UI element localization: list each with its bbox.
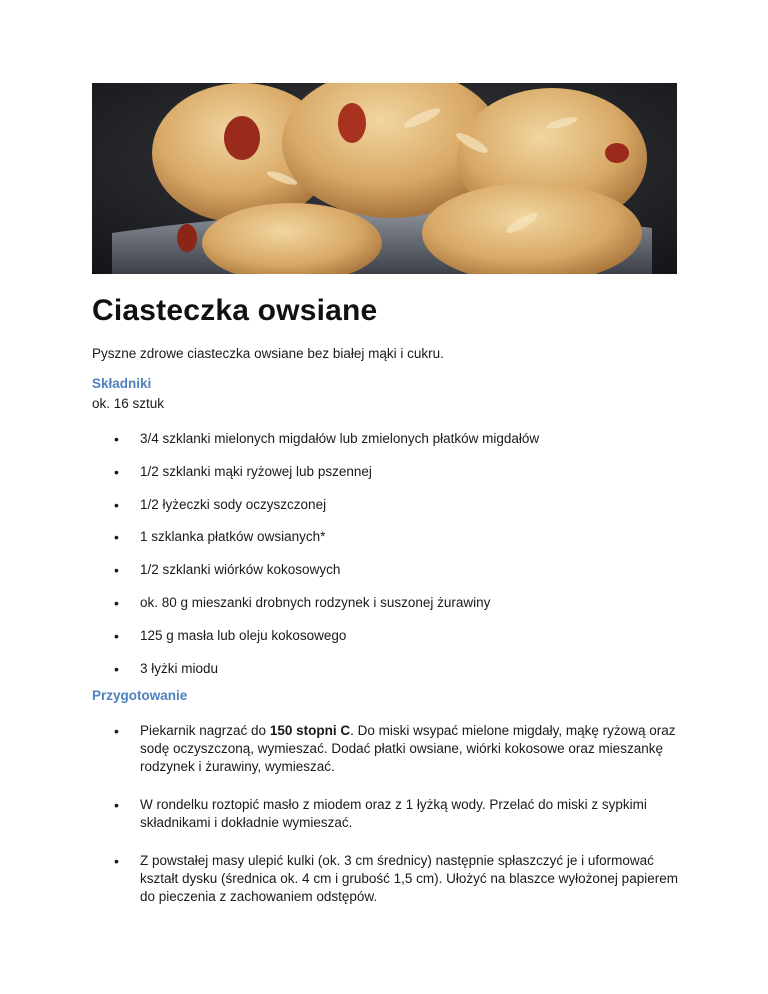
step-item bbox=[92, 852, 682, 906]
ingredient-item: • 1/2 łyżeczki sody oczyszczonej bbox=[92, 496, 682, 529]
cookies-photo bbox=[92, 83, 677, 274]
ingredient-item: • 1 szklanka płatków owsianych* bbox=[92, 528, 682, 561]
ingredient-item: • 3 łyżki miodu bbox=[92, 660, 682, 693]
ingredients-list bbox=[92, 430, 682, 692]
ingredients-heading: Składniki bbox=[92, 376, 152, 391]
step-text: Piekarnik nagrzać do bbox=[140, 723, 270, 738]
step-item bbox=[92, 722, 682, 776]
step-text: . Do miski wsypać mielone migdały, mąkę ryżową oraz sodę oczyszczoną, wymieszać. Dodać płatki owsiane, wiórki kokosowe oraz mieszankę rodzynek i żurawiny, wymieszać. bbox=[140, 723, 676, 774]
recipe-title: Ciasteczka owsiane bbox=[92, 294, 378, 327]
preparation-heading: Przygotowanie bbox=[92, 688, 188, 703]
ingredient-item: • 3/4 szklanki mielonych migdałów lub zmielonych płatków migdałów bbox=[92, 430, 682, 463]
step-text: Z powstałej masy ulepić kulki (ok. 3 cm średnicy) następnie spłaszczyć je i uformować kształt dysku (średnica ok. 4 cm i grubość 1,5 cm). Ułożyć na blaszce wyłożonej papierem do pieczenia z zachowaniem odstępów. bbox=[140, 853, 678, 904]
step-text: W rondelku roztopić masło z miodem oraz z 1 łyżką wody. Przelać do miski z sypkimi składnikami i dokładnie wymieszać. bbox=[140, 797, 647, 830]
step-item bbox=[92, 796, 682, 832]
ingredient-item: • 1/2 szklanki wiórków kokosowych bbox=[92, 561, 682, 594]
ingredient-item: • 1/2 szklanki mąki ryżowej lub pszennej bbox=[92, 463, 682, 496]
steps-list bbox=[92, 722, 682, 926]
portions-text: ok. 16 sztuk bbox=[92, 396, 165, 411]
step-bold-text: 150 stopni C bbox=[269, 723, 351, 738]
ingredient-item: • 125 g masła lub oleju kokosowego bbox=[92, 627, 682, 660]
recipe-intro: Pyszne zdrowe ciasteczka owsiane bez białej mąki i cukru. bbox=[92, 346, 444, 361]
ingredient-item: • ok. 80 g mieszanki drobnych rodzynek i suszonej żurawiny bbox=[92, 594, 682, 627]
